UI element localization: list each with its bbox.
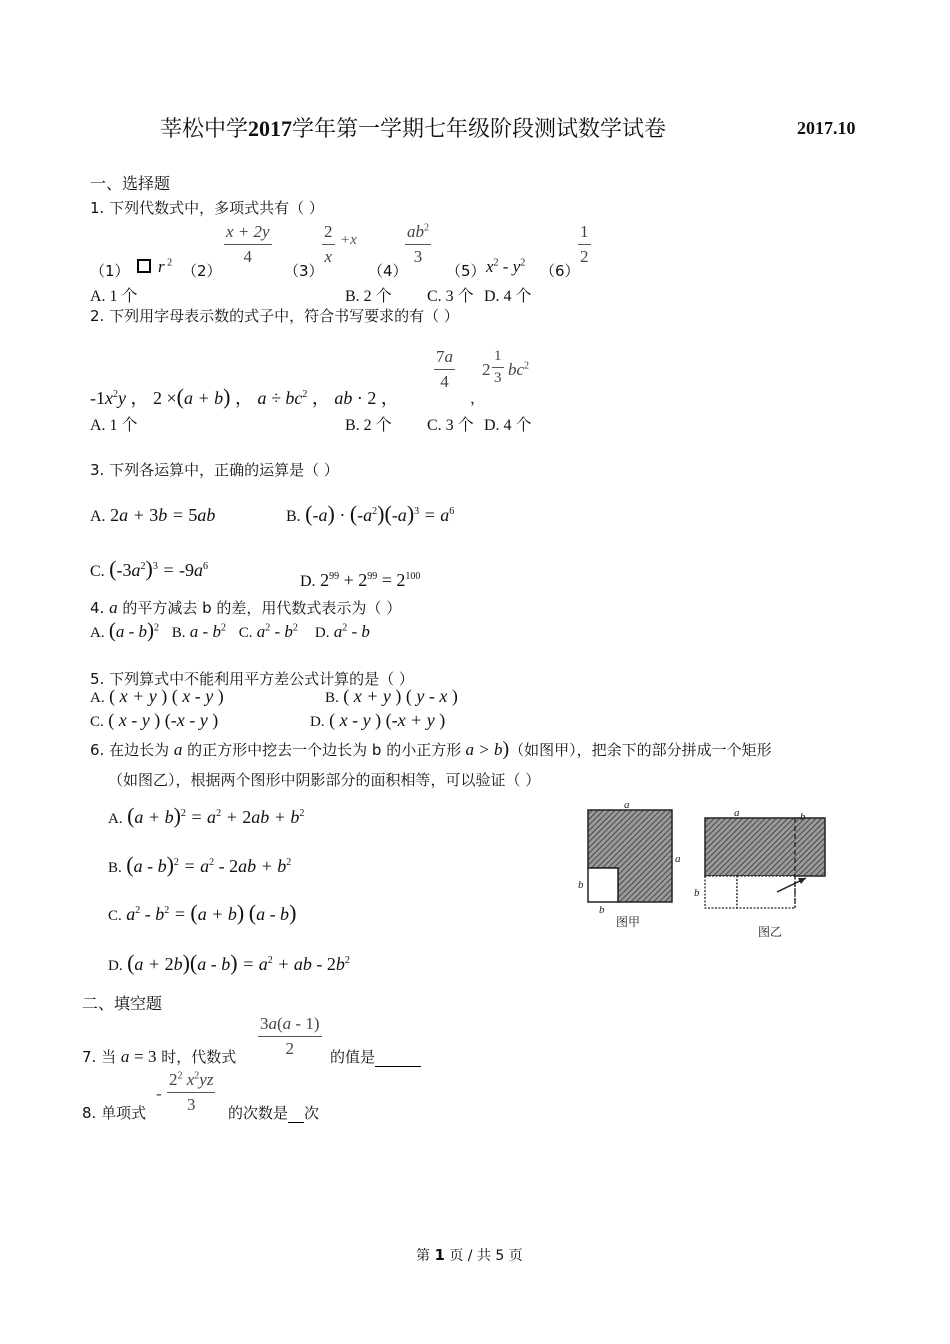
q1-expr-6: $\frac{1}{2}$ (580, 222, 589, 266)
q8-tail-text: 的次数是 (228, 1104, 289, 1122)
figure-yi-caption: 图乙 (758, 925, 783, 939)
q8-unit: 次 (304, 1104, 320, 1122)
svg-text:a: a (624, 799, 630, 811)
q3-option-a: A. 2a + 3b = 5ab (90, 505, 216, 525)
q8-tail (228, 1102, 319, 1123)
page-number: 1 (434, 1246, 445, 1264)
q2-option-b: B. 2 个 (345, 417, 392, 434)
section-heading-fill: 二、填空题 (82, 994, 163, 1013)
q6-stem-line1: 6. 在边长为 a 的正方形中挖去一个边长为 b 的小正方形 a > b)（如图甲），把余下的部分拼成一个矩形 (90, 738, 772, 760)
q8-answer-blank[interactable] (288, 1104, 304, 1123)
total-pages: 5 (495, 1248, 505, 1264)
q6-option-c: C. $a^2 - b^2 = (a + b)$ (a - b) (108, 900, 297, 925)
q2-option-a: A. 1 个 (90, 417, 138, 434)
q2-expr-mixed-tail: $bc^2$ (508, 360, 530, 379)
footer-suffix: 页 (508, 1248, 523, 1264)
q2-expr-mixed: 2 (482, 360, 491, 379)
q5-option-b: B. ( x + y ) ( y - x ) (325, 686, 458, 706)
svg-text:b: b (800, 811, 806, 823)
svg-text:a: a (675, 853, 681, 865)
q2-stem: 2. 下列用字母表示数的式子中，符合书写要求的有（ ） (90, 307, 459, 325)
q8-fraction: $\frac{2^2 x^2yz}{3}$ (169, 1070, 214, 1114)
section-heading-choice: 一、选择题 (90, 174, 171, 193)
q7-stem: 7. 当 a = 3 时，代数式 (82, 1047, 237, 1066)
q1-stem: 1. 下列代数式中，多项式共有（ ） (90, 199, 324, 217)
figure-jia (578, 799, 681, 929)
q7-number: 7. 当 (82, 1048, 117, 1066)
square-symbol (137, 259, 151, 273)
q1-label-1: （1） (90, 262, 130, 280)
title-part-b: 学年第一学期七年级阶段测试数学试卷 (292, 117, 667, 142)
q1-option-c: C. 3 个 (427, 288, 474, 305)
q5-option-c: C. ( x - y ) (-x - y ) (90, 710, 219, 730)
q4-options: A. (a - b)$^2$ B. a - $b^2$ C. $a^2 - b^2$ D. $a^2$ - b (90, 618, 370, 642)
svg-text:b: b (694, 887, 700, 899)
q1-label-4: （4） (368, 262, 408, 280)
q8-stem: 8. 单项式 (82, 1104, 147, 1122)
q1-label-5: （5） (446, 262, 486, 280)
q6-option-a: A. $(a + b)^2 = a^2 + 2ab + b^2$ (108, 803, 305, 828)
q1-label-6: （6） (540, 262, 580, 280)
q1-expr-5: $x^2 - y^2$ (486, 257, 526, 276)
q7-mid: 时，代数式 (161, 1048, 237, 1066)
q6-stem-b: 的正方形中挖去一个边长为 b 的小正方形 (187, 741, 462, 759)
q6-stem-line2: （如图乙），根据两个图形中阴影部分的面积相等，可以验证（ ） (108, 771, 541, 789)
q1-option-d: D. 4 个 (484, 288, 532, 305)
q1-label-3: （3） (284, 262, 324, 280)
q3-option-b: B. $(-a) \cdot (-a^2)(-a)^3 = a^6$ (286, 501, 455, 526)
q6-stem-a: 6. 在边长为 (90, 741, 170, 759)
exam-date: 2017.10 (797, 118, 856, 138)
q2-comma: ， (470, 389, 486, 407)
q8-minus: - (156, 1084, 162, 1103)
q6-option-d: D. $(a + 2b)(a - b) = a^2$ + ab - $2b^2$ (108, 950, 350, 975)
footer-middle: 页 / 共 (449, 1248, 491, 1264)
q3-stem: 3. 下列各运算中，正确的运算是（ ） (90, 461, 339, 479)
q7-tail-text: 的值是 (330, 1048, 376, 1066)
q4-number: 4. (90, 599, 105, 617)
q7-fraction: $\frac{3a(a - 1)}{2}$ (260, 1014, 320, 1058)
q1-expr-2: $\frac{x + 2y}{4}$ (226, 222, 270, 266)
figure-jia-caption: 图甲 (616, 915, 641, 929)
page-title (160, 112, 666, 143)
svg-text:a: a (734, 807, 740, 819)
q6-stem-c: （如图甲），把余下的部分拼成一个矩形 (509, 741, 772, 759)
q1-option-a: A. 1 个 (90, 288, 138, 305)
q1-expr-3: $\frac{2}{x}$ (324, 222, 333, 266)
q2-option-c: C. 3 个 (427, 417, 474, 434)
svg-text:b: b (578, 879, 584, 891)
title-part-a: 莘松中学 (160, 117, 249, 142)
q1-expr-4: $\frac{ab^2}{3}$ (407, 222, 429, 266)
q4-stem-text: 的平方减去 b 的差，用代数式表示为（ ） (122, 599, 402, 617)
q6-figure (570, 798, 845, 948)
figure-yi (694, 807, 825, 939)
q5-option-a: A. ( x + y ) ( x - y ) (90, 686, 224, 706)
q1-option-b: B. 2 个 (345, 288, 392, 305)
q2-option-d: D. 4 个 (484, 417, 532, 434)
svg-text:b: b (599, 904, 605, 916)
q3-option-d: D. $2^{99} + 2^{99} = 2^{100}$ (300, 570, 421, 590)
footer-prefix: 第 (416, 1248, 430, 1264)
q7-tail (330, 1046, 421, 1067)
page-footer (416, 1245, 523, 1265)
q2-expr-fraction: $\frac{7a}{4}$ (436, 347, 453, 391)
q1-expr-1: r $^2$ (158, 257, 173, 276)
q1-label-2: （2） (182, 262, 222, 280)
q1-expr-3-tail: +x (340, 232, 357, 248)
q7-answer-blank[interactable] (375, 1048, 421, 1067)
q3-option-c: C. $(-3a^2)^3 = -9a^6$ (90, 556, 208, 581)
q2-expressions: $-1x^2y$ ， 2 ×(a + b) ， $a \div bc^2$ ， ab · 2 ， (90, 384, 399, 409)
q5-option-d: D. ( x - y ) (-x + y ) (310, 710, 446, 730)
q6-option-b: B. $(a - b)^2 = a^2 - 2ab + b^2$ (108, 852, 292, 877)
title-year: 2017 (248, 116, 293, 141)
q2-expr-mixed-frac: $\frac{1}{3}$ (494, 348, 502, 386)
q4-stem: 4. a 的平方减去 b 的差，用代数式表示为（ ） (90, 598, 402, 617)
q5-stem: 5. 下列算式中不能利用平方差公式计算的是（ ） (90, 670, 414, 688)
